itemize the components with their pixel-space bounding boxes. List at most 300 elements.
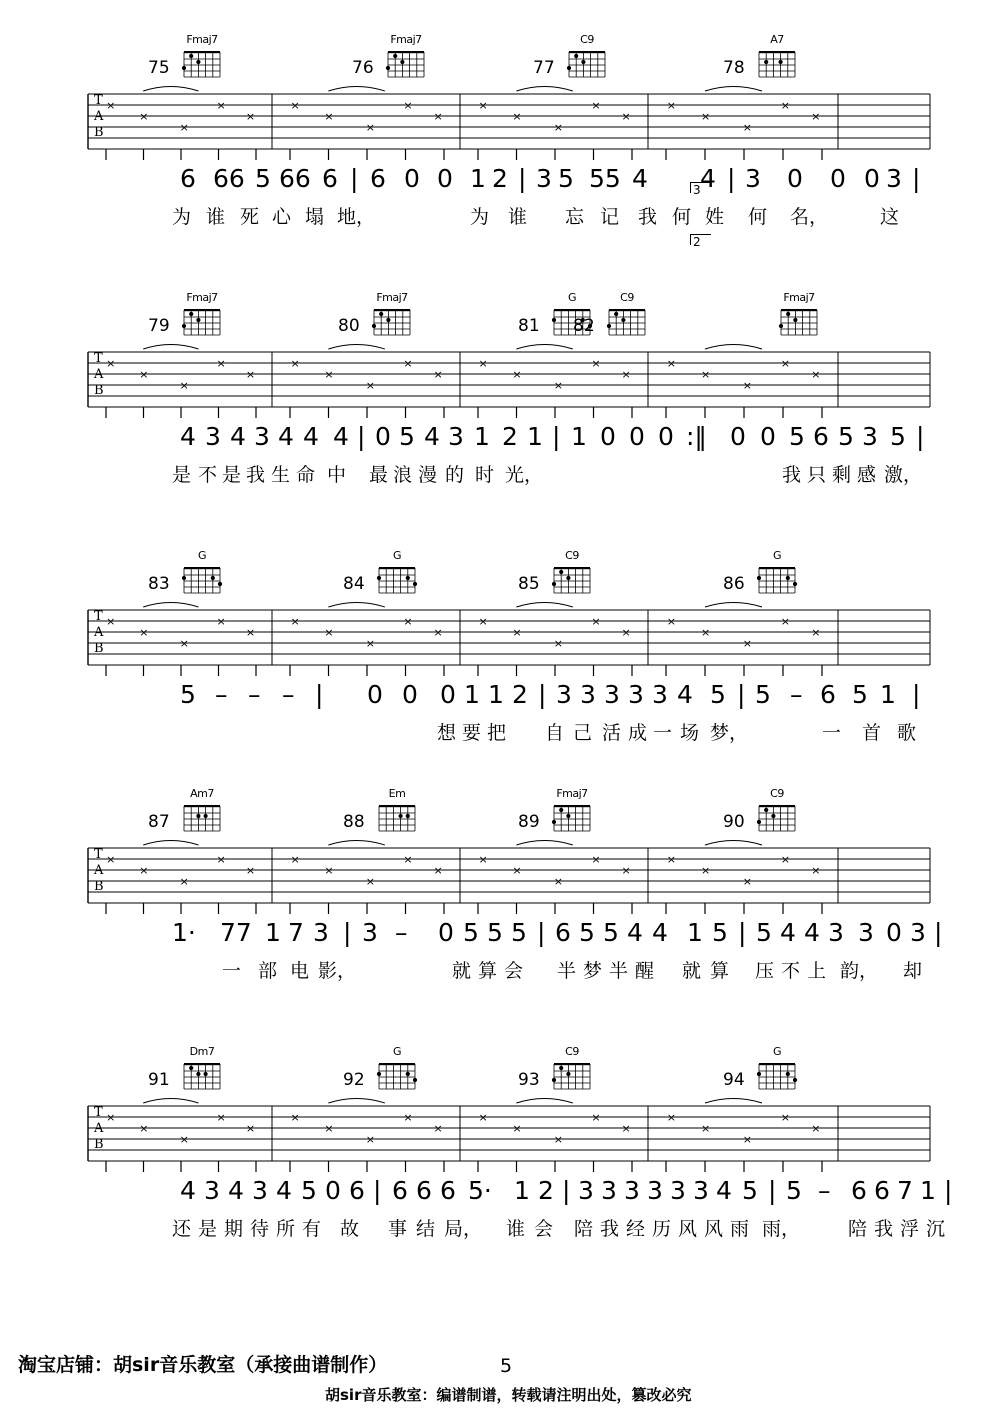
- melody-note: 3: [693, 1176, 709, 1205]
- svg-text:×: ×: [245, 368, 256, 381]
- lyric-syllable: 风: [704, 1218, 724, 1240]
- melody-note: |: [552, 422, 561, 451]
- lyric-syllable: 剩: [832, 464, 852, 486]
- lyric-syllable: 己: [573, 722, 593, 744]
- svg-text:×: ×: [621, 864, 631, 877]
- measure-number: 76: [352, 58, 374, 78]
- svg-text:×: ×: [324, 626, 334, 639]
- chord-name-label: Fmaj7: [186, 291, 218, 304]
- lyric-syllable: 陪: [848, 1218, 868, 1240]
- svg-text:×: ×: [403, 1111, 413, 1124]
- chord-fretboard-diagram: [755, 801, 799, 833]
- svg-text:×: ×: [216, 853, 226, 866]
- svg-text:×: ×: [403, 357, 413, 370]
- measure-number: 85: [518, 574, 540, 594]
- lyric-syllable: 塌: [305, 206, 325, 228]
- svg-text:×: ×: [216, 357, 226, 370]
- melody-note: |: [768, 1176, 777, 1205]
- melody-note: 4: [677, 680, 693, 709]
- lyric-syllable: 会: [504, 960, 524, 982]
- melody-note: 2: [492, 164, 508, 193]
- chord-diagram: [176, 292, 228, 337]
- melody-note: 3: [647, 1176, 663, 1205]
- svg-text:×: ×: [701, 110, 711, 123]
- numbered-notation-row: [0, 418, 1000, 464]
- measure-number: 86: [723, 574, 745, 594]
- melody-note: 5: [511, 918, 527, 947]
- lyric-syllable: 影，: [318, 960, 357, 982]
- svg-text:B: B: [94, 1137, 104, 1152]
- melody-note: 6: [322, 164, 338, 193]
- chord-diagram: [546, 1046, 598, 1091]
- melody-note: 5: [852, 680, 868, 709]
- chord-fretboard-diagram: [375, 563, 419, 595]
- melody-note: 1: [687, 918, 703, 947]
- music-system: [0, 788, 1000, 990]
- melody-note: 3: [910, 918, 926, 947]
- melody-note: 4: [652, 918, 668, 947]
- melody-note: 6: [874, 1176, 890, 1205]
- svg-text:×: ×: [478, 99, 488, 112]
- svg-text:×: ×: [742, 379, 753, 392]
- melody-note: |: [518, 164, 527, 193]
- melody-note: 3: [580, 680, 596, 709]
- footer-copyright-text: 胡sir音乐教室：编谱制谱，转载请注明出处，篡改必究: [325, 1386, 692, 1404]
- lyric-syllable: 会: [534, 1218, 554, 1240]
- chord-name-label: G: [197, 549, 207, 562]
- melody-note: 7: [897, 1176, 913, 1205]
- melody-note: 3: [628, 680, 644, 709]
- melody-note: 3: [862, 422, 878, 451]
- chord-diagram-row: [0, 34, 1000, 82]
- chord-fretboard-diagram: [180, 563, 224, 595]
- melody-note: –: [395, 918, 408, 947]
- svg-text:×: ×: [403, 615, 413, 628]
- svg-text:×: ×: [478, 1111, 488, 1124]
- svg-text:×: ×: [701, 1122, 711, 1135]
- melody-note: |: [373, 1176, 382, 1205]
- lyric-syllable: 算: [478, 960, 498, 982]
- lyric-syllable: 算: [710, 960, 730, 982]
- chord-fretboard-diagram: [755, 47, 799, 79]
- svg-text:A: A: [94, 863, 104, 878]
- svg-text:×: ×: [290, 357, 300, 370]
- melody-note: 3: [578, 1176, 594, 1205]
- chord-diagram: [176, 1046, 228, 1091]
- chord-fretboard-diagram: [550, 563, 594, 595]
- measure-number: 81: [518, 316, 540, 336]
- measure-number: 89: [518, 812, 540, 832]
- lyric-syllable: 场: [680, 722, 700, 744]
- melody-note: 4: [780, 918, 796, 947]
- chord-diagram: [561, 34, 613, 79]
- svg-text:×: ×: [139, 110, 149, 123]
- melody-note: 5: [463, 918, 479, 947]
- melody-note: 5: [180, 680, 196, 709]
- svg-text:×: ×: [324, 864, 334, 877]
- melody-note: –: [215, 680, 228, 709]
- melody-note: |: [350, 164, 359, 193]
- lyric-syllable: 是: [222, 464, 242, 486]
- svg-text:×: ×: [553, 637, 563, 650]
- page-number: 5: [500, 1355, 513, 1377]
- chord-diagram-row: [0, 292, 1000, 340]
- svg-text:×: ×: [780, 853, 791, 866]
- melody-note: 3: [604, 680, 620, 709]
- chord-name-label: C9: [770, 787, 784, 800]
- melody-note: 5: [755, 680, 771, 709]
- svg-text:×: ×: [701, 368, 711, 381]
- lyric-syllable: 所: [276, 1218, 296, 1240]
- lyric-syllable: 还: [172, 1218, 192, 1240]
- lyric-syllable: 我: [600, 1218, 620, 1240]
- svg-text:×: ×: [324, 1122, 334, 1135]
- chord-diagram: [371, 788, 423, 833]
- melody-note: 3: [252, 1176, 268, 1205]
- lyric-syllable: 部: [258, 960, 278, 982]
- tab-staff: [0, 598, 1000, 676]
- melody-note: 6: [813, 422, 829, 451]
- lyrics-row: [0, 722, 1000, 752]
- lyric-syllable: 心: [272, 206, 292, 228]
- lyric-syllable: 激，: [884, 464, 923, 486]
- svg-text:×: ×: [290, 1111, 300, 1124]
- melody-note: 3: [652, 680, 668, 709]
- svg-text:×: ×: [621, 1122, 631, 1135]
- melody-note: 5: [399, 422, 415, 451]
- lyric-syllable: 感: [857, 464, 877, 486]
- chord-name-label: Dm7: [189, 1045, 215, 1058]
- measure-number: 83: [148, 574, 170, 594]
- melody-note: 4: [333, 422, 349, 451]
- chord-diagram: [601, 292, 653, 337]
- lyric-syllable: 结: [416, 1218, 436, 1240]
- melody-note: –: [818, 1176, 831, 1205]
- svg-text:×: ×: [324, 110, 334, 123]
- measure-number: 90: [723, 812, 745, 832]
- melody-note: 5: [579, 918, 595, 947]
- chord-fretboard-diagram: [777, 305, 821, 337]
- music-system: [0, 1046, 1000, 1248]
- melody-note: 1: [488, 680, 504, 709]
- lyric-syllable: 只: [807, 464, 827, 486]
- lyric-syllable: 不: [781, 960, 801, 982]
- tab-staff: [0, 82, 1000, 160]
- lyric-syllable: 名，: [790, 206, 829, 228]
- melody-note: |: [562, 1176, 571, 1205]
- svg-text:×: ×: [433, 368, 443, 381]
- chord-fretboard-diagram: [755, 563, 799, 595]
- chord-fretboard-diagram: [180, 801, 224, 833]
- lyric-syllable: 中: [327, 464, 347, 486]
- melody-note: |: [916, 422, 925, 451]
- measure-number: 78: [723, 58, 745, 78]
- svg-text:×: ×: [811, 1122, 821, 1135]
- svg-text:×: ×: [701, 864, 711, 877]
- svg-text:×: ×: [433, 1122, 443, 1135]
- svg-text:A: A: [94, 625, 104, 640]
- chord-fretboard-diagram: [375, 1059, 419, 1091]
- svg-text:×: ×: [216, 99, 226, 112]
- lyric-syllable: 半: [609, 960, 629, 982]
- melody-note: 3: [828, 918, 844, 947]
- chord-diagram-row: [0, 1046, 1000, 1094]
- lyric-syllable: 有: [302, 1218, 322, 1240]
- svg-text:×: ×: [811, 368, 821, 381]
- lyric-syllable: 何: [672, 206, 692, 228]
- melody-note: 0: [375, 422, 391, 451]
- svg-text:×: ×: [666, 1111, 677, 1124]
- svg-text:×: ×: [365, 637, 375, 650]
- melody-note: 5: [487, 918, 503, 947]
- lyrics-row: [0, 464, 1000, 494]
- melody-note: 0: [367, 680, 383, 709]
- lyric-syllable: 想: [437, 722, 457, 744]
- svg-text:×: ×: [245, 626, 256, 639]
- lyric-syllable: 命: [296, 464, 316, 486]
- svg-text:×: ×: [512, 110, 522, 123]
- svg-text:×: ×: [179, 121, 189, 134]
- lyric-syllable: 待: [250, 1218, 270, 1240]
- melody-note: 5: [756, 918, 772, 947]
- chord-fretboard-diagram: [565, 47, 609, 79]
- melody-note: 0: [438, 918, 454, 947]
- lyric-syllable: 是: [198, 1218, 218, 1240]
- lyric-syllable: 一: [822, 722, 842, 744]
- svg-text:×: ×: [433, 110, 443, 123]
- lyric-syllable: 局，: [444, 1218, 483, 1240]
- svg-text:A: A: [94, 109, 104, 124]
- lyric-syllable: 把: [487, 722, 507, 744]
- chord-name-label: Am7: [190, 787, 214, 800]
- svg-text:B: B: [94, 879, 104, 894]
- melody-note: 0: [402, 680, 418, 709]
- melody-note: 4: [228, 1176, 244, 1205]
- svg-text:×: ×: [245, 1122, 256, 1135]
- chord-diagram: [176, 34, 228, 79]
- chord-name-label: G: [392, 549, 402, 562]
- lyric-syllable: 雨: [730, 1218, 750, 1240]
- svg-text:×: ×: [478, 615, 488, 628]
- melody-note: 4: [303, 422, 319, 451]
- svg-text:×: ×: [553, 875, 563, 888]
- lyric-syllable: 就: [682, 960, 702, 982]
- svg-text:×: ×: [621, 110, 631, 123]
- melody-note: 3: [254, 422, 270, 451]
- lyric-syllable: 故: [340, 1218, 360, 1240]
- svg-text:×: ×: [742, 121, 753, 134]
- tab-staff: [0, 1094, 1000, 1172]
- melody-note: 5: [789, 422, 805, 451]
- lyric-syllable: 风: [678, 1218, 698, 1240]
- chord-name-label: G: [567, 291, 577, 304]
- melody-note: 3: [601, 1176, 617, 1205]
- melody-note: 3: [313, 918, 329, 947]
- lyric-syllable: 沉: [926, 1218, 946, 1240]
- music-system: [0, 292, 1000, 494]
- svg-text:×: ×: [139, 1122, 149, 1135]
- lyric-syllable: 韵，: [840, 960, 879, 982]
- svg-text:×: ×: [216, 615, 226, 628]
- melody-note: 4: [276, 1176, 292, 1205]
- measure-number: 87: [148, 812, 170, 832]
- melody-note: 5: [742, 1176, 758, 1205]
- svg-text:B: B: [94, 125, 104, 140]
- melody-note: –: [282, 680, 295, 709]
- lyric-syllable: 时: [475, 464, 495, 486]
- lyric-syllable: 一: [653, 722, 673, 744]
- melody-note: 5: [786, 1176, 802, 1205]
- melody-note: 4: [278, 422, 294, 451]
- lyric-syllable: 光，: [505, 464, 544, 486]
- chord-fretboard-diagram: [605, 305, 649, 337]
- lyric-syllable: 浮: [900, 1218, 920, 1240]
- chord-diagram: [380, 34, 432, 79]
- svg-text:×: ×: [780, 357, 791, 370]
- svg-text:×: ×: [478, 357, 488, 370]
- footer-shop-text: 淘宝店铺：胡sir音乐教室（承接曲谱制作）: [18, 1354, 388, 1376]
- melody-note: 2: [538, 1176, 554, 1205]
- melody-note: 6: [820, 680, 836, 709]
- melody-note: 0: [787, 164, 803, 193]
- svg-text:×: ×: [811, 626, 821, 639]
- svg-text:×: ×: [216, 1111, 226, 1124]
- svg-text:×: ×: [621, 368, 631, 381]
- numbered-notation-row: [0, 676, 1000, 722]
- lyric-syllable: 何: [748, 206, 768, 228]
- measure-number: 82: [573, 316, 595, 336]
- melody-note: 1: [470, 164, 486, 193]
- measure-number: 84: [343, 574, 365, 594]
- melody-note: 3: [670, 1176, 686, 1205]
- numbered-notation-row: [0, 160, 1000, 206]
- svg-text:×: ×: [811, 864, 821, 877]
- melody-note: 0: [864, 164, 880, 193]
- svg-text:×: ×: [106, 357, 116, 370]
- melody-note: 1: [527, 422, 543, 451]
- chord-name-label: C9: [565, 1045, 579, 1058]
- svg-text:×: ×: [512, 864, 522, 877]
- melody-note: 1: [920, 1176, 936, 1205]
- melody-note: 4: [627, 918, 643, 947]
- melody-note: 5: [712, 918, 728, 947]
- chord-name-label: G: [772, 1045, 782, 1058]
- melody-note: 4: [700, 164, 716, 193]
- lyric-syllable: 历: [652, 1218, 672, 1240]
- measure-number: 80: [338, 316, 360, 336]
- melody-note: 3: [745, 164, 761, 193]
- melody-note: 6: [555, 918, 571, 947]
- melody-note: 3: [624, 1176, 640, 1205]
- lyric-syllable: 的: [445, 464, 465, 486]
- lyric-syllable: 陪: [574, 1218, 594, 1240]
- melody-note: 5: [890, 422, 906, 451]
- chord-diagram: [371, 1046, 423, 1091]
- lyric-syllable: 死: [240, 206, 260, 228]
- chord-diagram: [371, 550, 423, 595]
- melody-note: 4: [180, 422, 196, 451]
- lyric-syllable: 最: [369, 464, 389, 486]
- measure-number: 93: [518, 1070, 540, 1090]
- lyric-syllable: 电: [290, 960, 310, 982]
- melody-note: 7: [288, 918, 304, 947]
- music-system: [0, 550, 1000, 752]
- tab-staff: [0, 340, 1000, 418]
- chord-name-label: G: [392, 1045, 402, 1058]
- melody-note: 0: [437, 164, 453, 193]
- svg-text:A: A: [94, 1121, 104, 1136]
- lyric-syllable: 首: [862, 722, 882, 744]
- tab-staff: [0, 836, 1000, 914]
- svg-text:×: ×: [290, 615, 300, 628]
- lyrics-row: [0, 960, 1000, 990]
- chord-diagram: [176, 550, 228, 595]
- svg-text:×: ×: [512, 1122, 522, 1135]
- svg-text:×: ×: [106, 99, 116, 112]
- melody-note: 6: [416, 1176, 432, 1205]
- lyric-syllable: 醒: [635, 960, 655, 982]
- svg-text:×: ×: [179, 875, 189, 888]
- chord-fretboard-diagram: [550, 801, 594, 833]
- melody-note: 4: [230, 422, 246, 451]
- melody-note: –: [790, 680, 803, 709]
- svg-text:×: ×: [403, 99, 413, 112]
- melody-note: 1: [880, 680, 896, 709]
- melody-note: 6: [370, 164, 386, 193]
- chord-name-label: A7: [770, 33, 784, 46]
- chord-fretboard-diagram: [180, 1059, 224, 1091]
- svg-text:B: B: [94, 383, 104, 398]
- melody-note: |: [944, 1176, 953, 1205]
- lyric-syllable: 谁: [506, 1218, 526, 1240]
- svg-text:×: ×: [811, 110, 821, 123]
- svg-text:×: ×: [780, 615, 791, 628]
- melody-note: |: [934, 918, 943, 947]
- svg-text:T: T: [94, 847, 103, 862]
- lyric-syllable: 姓: [705, 206, 725, 228]
- lyric-syllable: 谁: [206, 206, 226, 228]
- svg-text:×: ×: [780, 99, 791, 112]
- svg-text:×: ×: [591, 99, 601, 112]
- melody-note: 3: [204, 1176, 220, 1205]
- measure-number: 79: [148, 316, 170, 336]
- volta-bracket: 2: [690, 234, 711, 245]
- svg-text:×: ×: [512, 368, 522, 381]
- volta-bracket: 3: [690, 182, 711, 193]
- melody-note: 3: [536, 164, 552, 193]
- svg-text:T: T: [94, 93, 103, 108]
- svg-text:×: ×: [591, 357, 601, 370]
- melody-note: 6: [392, 1176, 408, 1205]
- melody-note: 5: [255, 164, 271, 193]
- svg-text:×: ×: [666, 99, 677, 112]
- chord-name-label: Fmaj7: [376, 291, 408, 304]
- melody-note: 0: [404, 164, 420, 193]
- chord-diagram: [773, 292, 825, 337]
- chord-name-label: Em: [388, 787, 406, 800]
- chord-diagram: [751, 1046, 803, 1091]
- melody-note: 1: [464, 680, 480, 709]
- chord-fretboard-diagram: [384, 47, 428, 79]
- lyric-syllable: 成: [628, 722, 648, 744]
- svg-text:B: B: [94, 641, 104, 656]
- melody-note: 1·: [172, 918, 196, 947]
- lyric-syllable: 是: [172, 464, 192, 486]
- melody-note: 0: [440, 680, 456, 709]
- chord-name-label: G: [772, 549, 782, 562]
- svg-text:×: ×: [106, 615, 116, 628]
- lyric-syllable: 我: [782, 464, 802, 486]
